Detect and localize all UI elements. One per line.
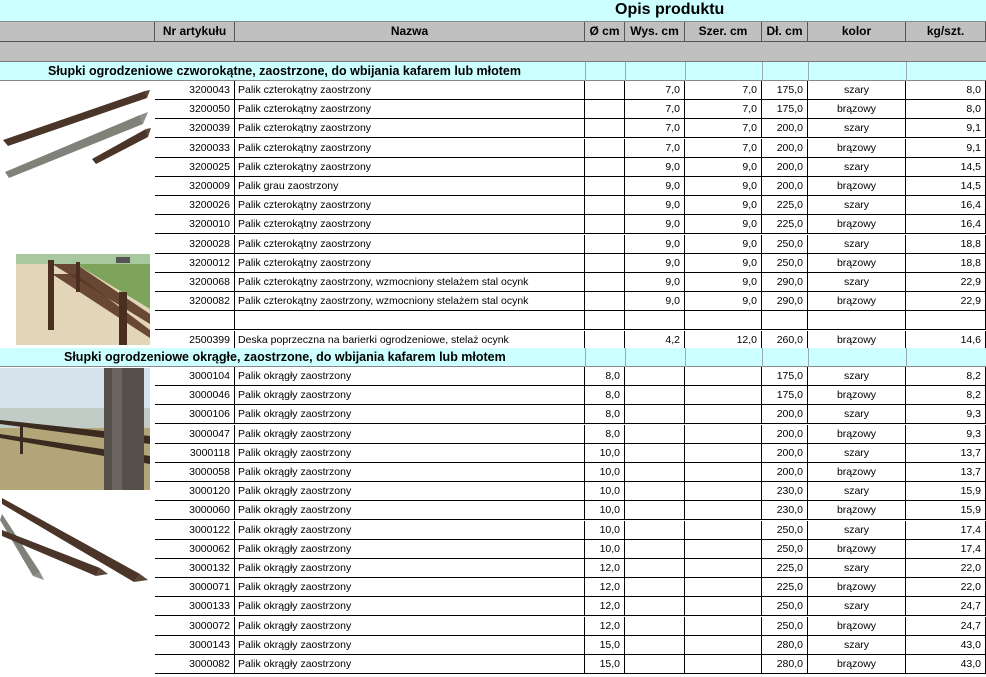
length-cell: 225,0 [762,196,808,215]
square-stakes-image [0,82,152,180]
product-name-cell: Palik okrągły zaostrzony [235,636,585,655]
table-row [155,597,986,616]
height-cell: 7,0 [625,81,685,100]
table-row [155,81,986,100]
height-cell: 9,0 [625,292,685,311]
width-cell: 9,0 [685,177,762,196]
width-cell: 9,0 [685,254,762,273]
color-cell: brązowy [808,254,906,273]
product-name-cell: Palik okrągły zaostrzony [235,386,585,405]
product-name-cell: Palik okrągły zaostrzony [235,521,585,540]
weight-cell: 13,7 [906,444,986,463]
width-cell: 9,0 [685,196,762,215]
weight-cell: 22,9 [906,292,986,311]
width-cell: 9,0 [685,292,762,311]
article-number-cell: 3000120 [155,482,235,501]
color-cell: brązowy [808,463,906,482]
width-cell [685,386,762,405]
height-cell: 9,0 [625,196,685,215]
height-cell [625,367,685,386]
product-name-cell: Palik okrągły zaostrzony [235,463,585,482]
weight-cell: 22,0 [906,559,986,578]
weight-cell: 24,7 [906,617,986,636]
diameter-cell: 8,0 [585,386,625,405]
table-row [155,482,986,501]
article-number-cell: 3200010 [155,215,235,234]
article-number-cell: 3200033 [155,139,235,158]
width-cell [685,521,762,540]
color-cell: brązowy [808,215,906,234]
product-name-cell: Palik okrągły zaostrzony [235,367,585,386]
product-name-cell: Palik okrągły zaostrzony [235,559,585,578]
color-cell: szary [808,521,906,540]
weight-cell: 22,0 [906,578,986,597]
weight-cell: 43,0 [906,655,986,674]
color-cell: szary [808,196,906,215]
product-name-cell: Palik czterokątny zaostrzony [235,235,585,254]
color-cell: szary [808,367,906,386]
product-name-cell: Palik czterokątny zaostrzony [235,119,585,138]
article-number-cell: 3200082 [155,292,235,311]
weight-cell: 8,2 [906,367,986,386]
height-cell [625,482,685,501]
diameter-cell [585,215,625,234]
width-cell [685,463,762,482]
spacer-row [0,42,986,62]
table-row [155,540,986,559]
diameter-cell [585,235,625,254]
article-number-cell: 3000060 [155,501,235,520]
width-cell: 9,0 [685,158,762,177]
weight-cell: 14,5 [906,177,986,196]
table-row [155,463,986,482]
table-row [155,521,986,540]
table-row [155,405,986,424]
product-name-cell: Palik okrągły zaostrzony [235,425,585,444]
header-height: Wys. cm [625,22,685,42]
section-header-square [0,62,986,81]
diameter-cell [585,100,625,119]
height-cell: 9,0 [625,215,685,234]
diameter-cell: 8,0 [585,405,625,424]
height-cell: 4,2 [625,331,685,350]
height-cell [625,521,685,540]
length-cell: 250,0 [762,521,808,540]
weight-cell: 14,5 [906,158,986,177]
table-row [155,386,986,405]
article-number-cell: 3000122 [155,521,235,540]
product-name-cell: Deska poprzeczna na barierki ogrodzeniowe, stelaż ocynk [235,331,585,350]
table-row [155,292,986,311]
table-row [155,578,986,597]
length-cell: 250,0 [762,597,808,616]
length-cell: 175,0 [762,386,808,405]
weight-cell: 18,8 [906,254,986,273]
color-cell: szary [808,235,906,254]
table-row [155,367,986,386]
weight-cell: 9,3 [906,405,986,424]
round-post-field-image [0,368,150,490]
length-cell: 200,0 [762,119,808,138]
height-cell [625,617,685,636]
article-number-cell: 3000106 [155,405,235,424]
article-number-cell: 3000072 [155,617,235,636]
table-row [155,559,986,578]
header-diameter: Ø cm [585,22,625,42]
weight-cell [906,311,986,330]
length-cell: 250,0 [762,540,808,559]
product-name-cell: Palik czterokątny zaostrzony [235,100,585,119]
length-cell: 250,0 [762,617,808,636]
product-name-cell: Palik czterokątny zaostrzony [235,215,585,234]
product-name-cell: Palik czterokątny zaostrzony, wzmocniony stelażem stal ocynk [235,292,585,311]
table-row [155,311,986,330]
width-cell: 7,0 [685,119,762,138]
width-cell: 7,0 [685,100,762,119]
table-row [155,273,986,292]
diameter-cell: 10,0 [585,444,625,463]
width-cell [685,540,762,559]
table-row [155,196,986,215]
height-cell: 9,0 [625,254,685,273]
article-number-cell: 3200043 [155,81,235,100]
product-name-cell: Palik czterokątny zaostrzony [235,196,585,215]
color-cell: brązowy [808,292,906,311]
article-number-cell: 3000062 [155,540,235,559]
product-name-cell: Palik czterokątny zaostrzony [235,254,585,273]
color-cell: brązowy [808,177,906,196]
length-cell: 290,0 [762,273,808,292]
length-cell: 175,0 [762,367,808,386]
weight-cell: 43,0 [906,636,986,655]
product-name-cell: Palik okrągły zaostrzony [235,482,585,501]
diameter-cell: 8,0 [585,425,625,444]
width-cell: 9,0 [685,215,762,234]
diameter-cell [585,119,625,138]
article-number-cell: 3000047 [155,425,235,444]
table-row [155,235,986,254]
width-cell [685,311,762,330]
table-row [155,177,986,196]
diameter-cell: 12,0 [585,617,625,636]
diameter-cell: 15,0 [585,655,625,674]
table-row [155,331,986,350]
height-cell [625,578,685,597]
weight-cell: 8,0 [906,81,986,100]
diameter-cell: 12,0 [585,559,625,578]
diameter-cell: 10,0 [585,501,625,520]
width-cell [685,559,762,578]
article-number-cell: 3000133 [155,597,235,616]
length-cell: 200,0 [762,139,808,158]
width-cell: 7,0 [685,81,762,100]
width-cell [685,425,762,444]
table-row [155,158,986,177]
header-nr: Nr artykułu [155,22,235,42]
diameter-cell [585,196,625,215]
table-row [155,254,986,273]
color-cell: szary [808,81,906,100]
article-number-cell: 3200039 [155,119,235,138]
length-cell: 200,0 [762,158,808,177]
diameter-cell [585,273,625,292]
width-cell [685,597,762,616]
header-blank [0,22,155,42]
weight-cell: 16,4 [906,196,986,215]
product-name-cell [235,311,585,330]
diameter-cell [585,139,625,158]
diameter-cell [585,311,625,330]
length-cell: 200,0 [762,444,808,463]
product-name-cell: Palik okrągły zaostrzony [235,655,585,674]
length-cell: 230,0 [762,501,808,520]
weight-cell: 17,4 [906,540,986,559]
diameter-cell: 10,0 [585,540,625,559]
length-cell: 175,0 [762,100,808,119]
length-cell: 200,0 [762,177,808,196]
color-cell: szary [808,597,906,616]
article-number-cell: 3000143 [155,636,235,655]
length-cell: 280,0 [762,636,808,655]
height-cell [625,405,685,424]
length-cell: 250,0 [762,254,808,273]
height-cell: 7,0 [625,119,685,138]
section-title: Słupki ogrodzeniowe czworokątne, zaostrzone, do wbijania kafarem lub młotem [48,64,521,78]
table-row [155,501,986,520]
width-cell: 9,0 [685,235,762,254]
width-cell [685,655,762,674]
width-cell: 12,0 [685,331,762,350]
table-row [155,139,986,158]
diameter-cell: 10,0 [585,521,625,540]
section-title: Słupki ogrodzeniowe okrągłe, zaostrzone, do wbijania kafarem lub młotem [64,350,506,364]
color-cell: szary [808,405,906,424]
diameter-cell: 8,0 [585,367,625,386]
fence-arena-image [16,254,150,345]
height-cell [625,386,685,405]
diameter-cell: 15,0 [585,636,625,655]
height-cell [625,540,685,559]
color-cell: szary [808,482,906,501]
weight-cell: 18,8 [906,235,986,254]
article-number-cell: 3000046 [155,386,235,405]
height-cell: 7,0 [625,100,685,119]
article-number-cell: 2500399 [155,331,235,350]
height-cell [625,559,685,578]
height-cell [625,655,685,674]
table-row [155,655,986,674]
product-name-cell: Palik okrągły zaostrzony [235,578,585,597]
color-cell: brązowy [808,425,906,444]
height-cell [625,463,685,482]
product-name-cell: Palik czterokątny zaostrzony [235,158,585,177]
color-cell: szary [808,636,906,655]
length-cell: 280,0 [762,655,808,674]
height-cell: 9,0 [625,235,685,254]
header-name: Nazwa [235,22,585,42]
diameter-cell: 10,0 [585,482,625,501]
color-cell: brązowy [808,540,906,559]
diameter-cell: 10,0 [585,463,625,482]
weight-cell: 8,0 [906,100,986,119]
diameter-cell: 12,0 [585,578,625,597]
color-cell: brązowy [808,578,906,597]
color-cell: szary [808,158,906,177]
diameter-cell [585,331,625,350]
length-cell: 225,0 [762,559,808,578]
length-cell: 200,0 [762,425,808,444]
product-name-cell: Palik okrągły zaostrzony [235,617,585,636]
article-number-cell: 3000082 [155,655,235,674]
length-cell: 225,0 [762,215,808,234]
article-number-cell: 3000058 [155,463,235,482]
width-cell: 9,0 [685,273,762,292]
product-name-cell: Palik czterokątny zaostrzony, wzmocniony stelażem stal ocynk [235,273,585,292]
article-number-cell: 3200025 [155,158,235,177]
table-row [155,425,986,444]
article-number-cell: 3000132 [155,559,235,578]
color-cell: brązowy [808,331,906,350]
height-cell [625,501,685,520]
section-header-round [0,348,986,367]
length-cell: 290,0 [762,292,808,311]
product-name-cell: Palik okrągły zaostrzony [235,597,585,616]
weight-cell: 9,3 [906,425,986,444]
width-cell [685,405,762,424]
length-cell: 260,0 [762,331,808,350]
diameter-cell [585,177,625,196]
width-cell [685,636,762,655]
weight-cell: 13,7 [906,463,986,482]
color-cell: brązowy [808,617,906,636]
article-number-cell: 3200009 [155,177,235,196]
height-cell [625,636,685,655]
weight-cell: 17,4 [906,521,986,540]
table-row [155,617,986,636]
height-cell: 9,0 [625,273,685,292]
header-color: kolor [808,22,906,42]
article-number-cell: 3000118 [155,444,235,463]
color-cell: szary [808,119,906,138]
weight-cell: 9,1 [906,119,986,138]
header-weight: kg/szt. [906,22,986,42]
width-cell [685,367,762,386]
weight-cell: 15,9 [906,482,986,501]
product-name-cell: Palik okrągły zaostrzony [235,501,585,520]
diameter-cell [585,254,625,273]
diameter-cell [585,158,625,177]
weight-cell: 8,2 [906,386,986,405]
header-length: Dł. cm [762,22,808,42]
article-number-cell: 3200068 [155,273,235,292]
page-title: Opis produktu [615,1,725,18]
article-number-cell [155,311,235,330]
diameter-cell [585,292,625,311]
length-cell: 175,0 [762,81,808,100]
weight-cell: 15,9 [906,501,986,520]
table-row [155,636,986,655]
color-cell: szary [808,559,906,578]
color-cell: brązowy [808,100,906,119]
product-name-cell: Palik czterokątny zaostrzony [235,139,585,158]
table-row [155,444,986,463]
article-number-cell: 3000104 [155,367,235,386]
length-cell: 225,0 [762,578,808,597]
weight-cell: 22,9 [906,273,986,292]
height-cell: 9,0 [625,177,685,196]
color-cell: szary [808,444,906,463]
height-cell [625,311,685,330]
round-stakes-image [0,492,152,584]
length-cell: 230,0 [762,482,808,501]
header-width: Szer. cm [685,22,762,42]
height-cell [625,425,685,444]
length-cell: 200,0 [762,463,808,482]
color-cell [808,311,906,330]
article-number-cell: 3200026 [155,196,235,215]
article-number-cell: 3200028 [155,235,235,254]
color-cell: brązowy [808,386,906,405]
height-cell [625,444,685,463]
title-bar [0,0,986,22]
article-number-cell: 3200050 [155,100,235,119]
color-cell: szary [808,273,906,292]
weight-cell: 16,4 [906,215,986,234]
width-cell [685,501,762,520]
width-cell [685,578,762,597]
article-number-cell: 3200012 [155,254,235,273]
article-number-cell: 3000071 [155,578,235,597]
table-row [155,100,986,119]
product-name-cell: Palik czterokątny zaostrzony [235,81,585,100]
color-cell: brązowy [808,655,906,674]
length-cell [762,311,808,330]
product-name-cell: Palik okrągły zaostrzony [235,405,585,424]
product-name-cell: Palik okrągły zaostrzony [235,540,585,559]
diameter-cell: 12,0 [585,597,625,616]
length-cell: 200,0 [762,405,808,424]
width-cell [685,444,762,463]
color-cell: brązowy [808,139,906,158]
height-cell [625,597,685,616]
weight-cell: 24,7 [906,597,986,616]
width-cell [685,482,762,501]
weight-cell: 9,1 [906,139,986,158]
width-cell [685,617,762,636]
product-name-cell: Palik grau zaostrzony [235,177,585,196]
table-row [155,119,986,138]
height-cell: 9,0 [625,158,685,177]
weight-cell: 14,6 [906,331,986,350]
length-cell: 250,0 [762,235,808,254]
diameter-cell [585,81,625,100]
color-cell: brązowy [808,501,906,520]
product-name-cell: Palik okrągły zaostrzony [235,444,585,463]
width-cell: 7,0 [685,139,762,158]
table-row [155,215,986,234]
height-cell: 7,0 [625,139,685,158]
